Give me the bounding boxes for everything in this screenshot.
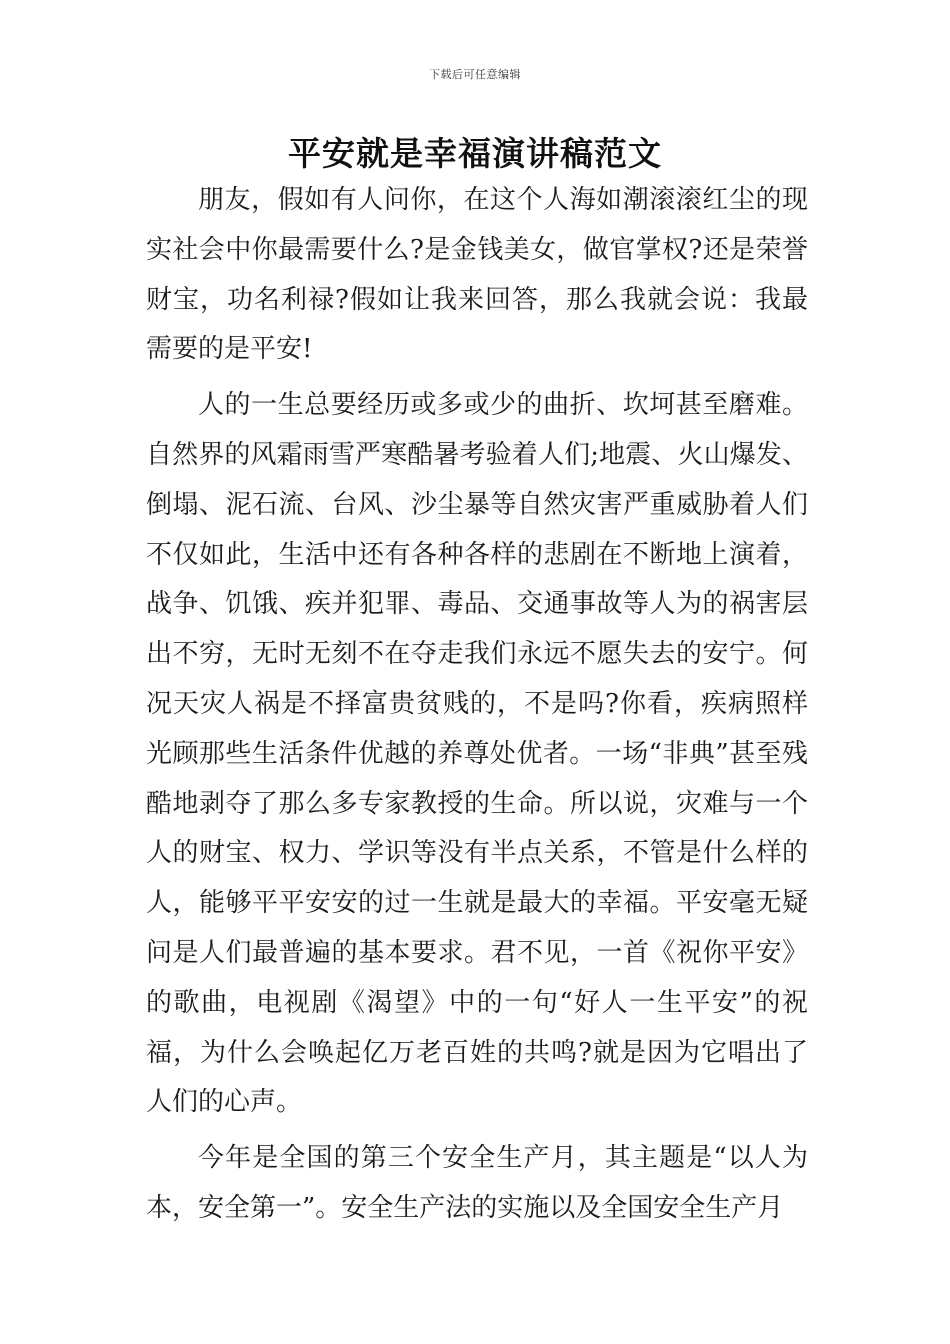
paragraph: 今年是全国的第三个安全生产月，其主题是“以人为本，安全第一”。安全生产法的实施以及全国安全生产月: [146, 1143, 808, 1223]
document-title: 平安就是幸福演讲稿范文: [288, 134, 662, 173]
paragraph: 朋友，假如有人问你，在这个人海如潮滚滚红尘的现实社会中你最需要什么?是金钱美女，做官掌权?还是荣誉财宝，功名利禄?假如让我来回答，那么我就会说：我最需要的是平安!: [146, 185, 808, 365]
document-body: [146, 176, 808, 1240]
header-note: 下载后可任意编辑: [429, 68, 521, 81]
paragraph: 人的一生总要经历或多或少的曲折、坎坷甚至磨难。自然界的风霜雨雪严寒酷暑考验着人们;地震、火山爆发、倒塌、泥石流、台风、沙尘暴等自然灾害严重威胁着人们不仅如此，生活中还有各种各样的悲剧在不断地上演着，战争、饥饿、疾并犯罪、毒品、交通事故等人为的祸害层出不穷，无时无刻不在夺走我们永远不愿失去的安宁。何况天灾人祸是不择富贵贫贱的，不是吗?你看，疾病照样光顾那些生活条件优越的养尊处优者。一场“非典”甚至残酷地剥夺了那么多专家教授的生命。所以说，灾难与一个人的财宝、权力、学识等没有半点关系，不管是什么样的人，能够平平安安的过一生就是最大的幸福。平安毫无疑问是人们最普遍的基本要求。君不见，一首《祝你平安》的歌曲，电视剧《渴望》中的一句“好人一生平安”的祝福，为什么会唤起亿万老百姓的共鸣?就是因为它唱出了人们的心声。: [146, 390, 808, 1118]
